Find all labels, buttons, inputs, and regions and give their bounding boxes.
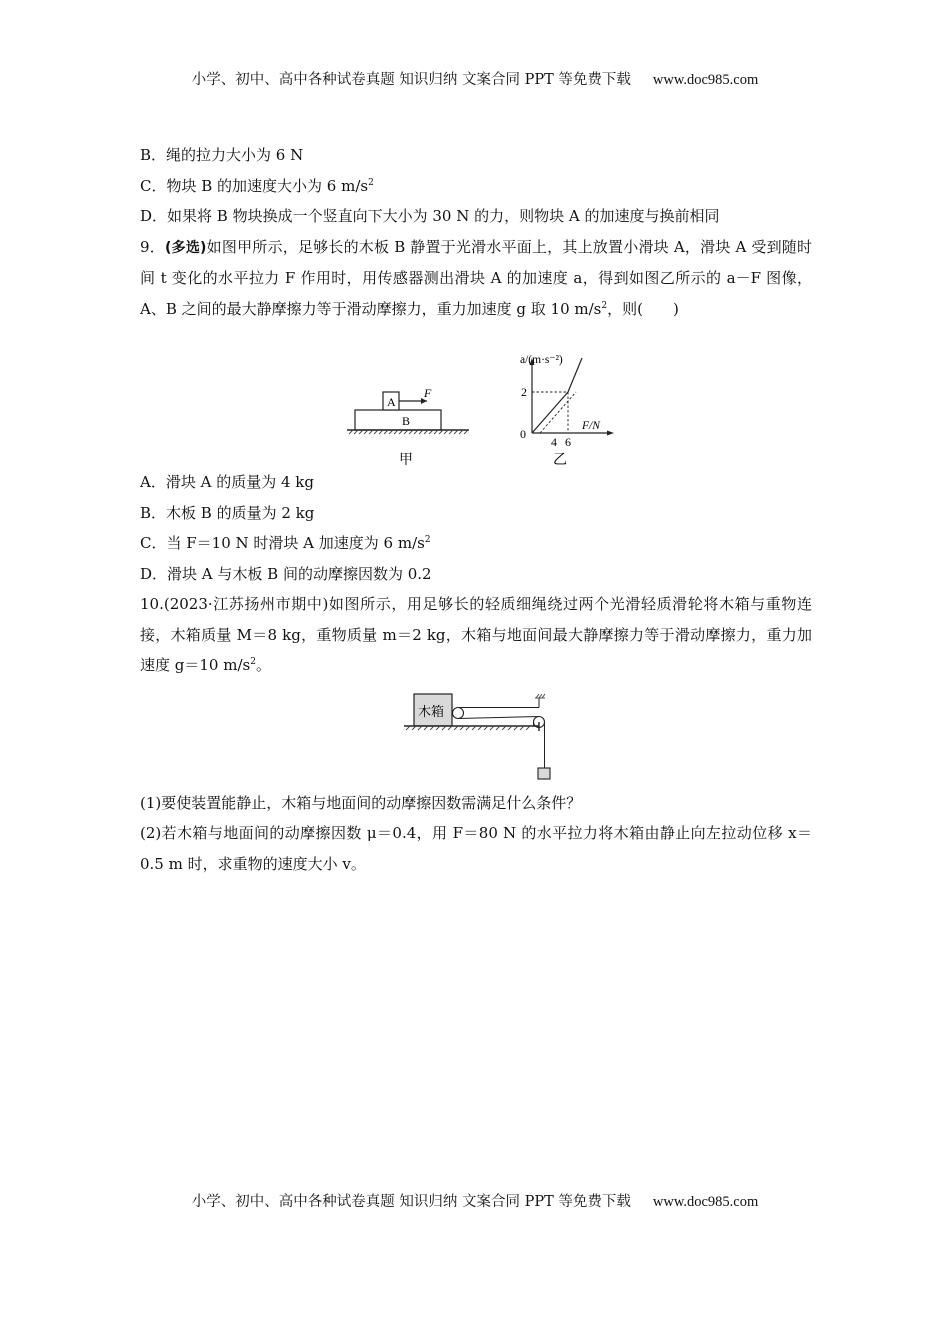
q9-option-c: C．当 F＝10 N 时滑块 A 加速度为 6 $m/s^2$ [140,534,431,552]
hanging-weight [538,768,550,779]
pulley-on-box [453,708,464,719]
q10-sub2: (2)若木箱与地面间的动摩擦因数 μ＝0.4，用 F＝80 N 的水平拉力将木箱由静止向左拉动位移 x＝0.5 m 时，求重物的速度大小 v。 [140,824,812,873]
q9-number: 9． [140,237,165,256]
line-after-slip [568,358,582,392]
footer-site[interactable]: www.doc985.com [652,1194,759,1210]
figure-yi-graph [510,350,618,470]
q9-multi-tag: (多选) [164,239,207,256]
footer-text: 小学、初中、高中各种试卷真题 知识归纳 文案合同 PPT 等免费下载 [191,1194,631,1210]
q8-option-c: C．物块 B 的加速度大小为 6 $m/s^2$ [140,176,374,195]
origin-label: 0 [520,427,526,441]
x-tick-6: 6 [565,435,571,449]
page-header [0,68,950,89]
x-axis-label: F/N [582,420,600,432]
y-axis-label: a/(m·s⁻²) [520,354,563,366]
caption-jia: 甲 [399,453,413,468]
q9-option-b: B．木板 B 的质量为 2 kg [140,503,315,522]
x-axis-arrow-icon [607,431,614,436]
label-f: F [424,386,432,400]
q9-option-a: A．滑块 A 的质量为 4 kg [140,473,314,491]
q9-option-d: D．滑块 A 与木板 B 间的动摩擦因数为 0.2 [140,564,432,583]
figure-q10-pulley [400,690,560,785]
page-footer [0,1190,950,1211]
line-before-slip [532,392,568,433]
q9-stem: 9．(多选)如图甲所示，足够长的木板 B 静置于光滑水平面上，其上放置小滑块 A，滑块 A 受到随时间 t 变化的水平拉力 F 作用时，用传感器测出滑块 A 的加速度 a，得到如图乙所示的 a－F 图像，A、B 之间的最大静摩擦力等于滑动摩擦力，重力加速度 g 取 10 $m/s^2$，则( ) [140,237,813,318]
label-b: B [402,414,411,428]
caption-yi: 乙 [553,453,567,468]
x-tick-4: 4 [551,435,557,449]
wooden-box-label: 木箱 [418,704,445,719]
q9-figure-space [140,324,812,467]
rope-lower [458,717,539,719]
q10-stem: 10.(2023·江苏扬州市期中)如图所示，用足够长的轻质细绳绕过两个光滑轻质滑轮将木箱与重物连接，木箱质量 M＝8 kg，重物质量 m＝2 kg，木箱与地面间最大静摩擦力等于滑动摩擦力，重力加速度 g＝10 $m/s^2$。 [140,595,812,674]
y-tick-2: 2 [521,385,527,399]
header-text: 小学、初中、高中各种试卷真题 知识归纳 文案合同 PPT 等免费下载 [191,72,631,88]
dashed-extension [540,392,576,433]
q8-option-d: D．如果将 B 物块换成一个竖直向下大小为 30 N 的力，则物块 A 的加速度与换前相同 [140,207,720,225]
board-b [355,410,441,430]
q8-option-b: B．绳的拉力大小为 6 N [140,146,304,164]
wall-hatch [535,694,545,698]
label-a: A [387,395,396,409]
header-site[interactable]: www.doc985.com [652,72,759,88]
figure-jia [343,378,473,470]
q10-sub1: (1)要使装置能静止，木箱与地面间的动摩擦因数需满足什么条件？ [140,793,582,812]
